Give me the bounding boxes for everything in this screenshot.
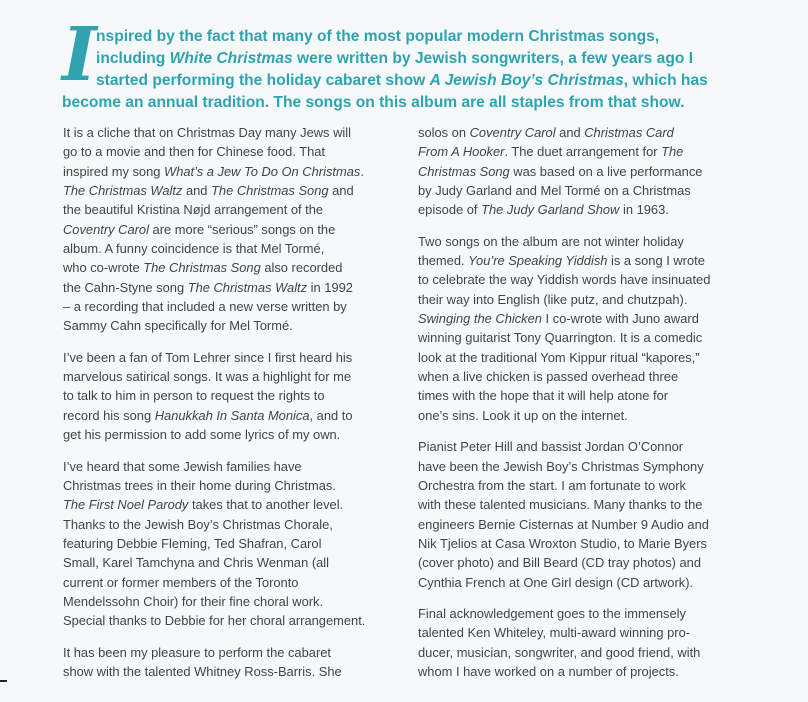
text-line [418, 232, 751, 251]
text-line [63, 386, 396, 405]
text-run: to talk to him in person to request the rights to [63, 388, 325, 404]
text-line [418, 123, 751, 142]
text-run: become an annual tradition. The songs on this album are all staples from that show. [62, 94, 685, 111]
text-run: themed. [418, 253, 469, 269]
text-line [63, 258, 396, 277]
text-line [418, 162, 751, 181]
text-run: look at the traditional Yom Kippur ritual “kapores,” [418, 349, 700, 365]
text-run: Orchestra from the start. I am fortunate to work [418, 477, 686, 493]
text-run: . The duet arrangement for [504, 144, 662, 160]
title-text: What’s a Jew To Do On Christmas [164, 163, 361, 179]
text-line [418, 367, 751, 386]
text-run: also recorded [260, 260, 343, 276]
text-run: ducer, musician, songwriter, and good friend, with [418, 644, 701, 660]
text-run: nspired by the fact that many of the most popular modern Christmas songs, [96, 28, 660, 45]
text-run: are more “serious” songs on the [148, 221, 336, 237]
text-run: talented Ken Whiteley, multi-award winning pro- [418, 625, 691, 641]
right-column [418, 123, 751, 693]
title-text: Christmas Card [584, 125, 674, 140]
text-line [418, 200, 751, 219]
text-line [418, 309, 751, 328]
text-run: takes that to another level. [188, 497, 344, 513]
title-text: Christmas Song [418, 163, 510, 179]
text-line [62, 94, 684, 111]
text-line [63, 220, 396, 239]
text-line [63, 297, 396, 316]
text-line [418, 643, 751, 662]
text-run: to celebrate the way Yiddish words have insinuated [418, 272, 711, 288]
title-text: White Christmas [169, 50, 293, 67]
body-paragraph [418, 604, 751, 681]
text-line [418, 515, 751, 534]
text-run: including [96, 50, 170, 67]
text-line [418, 406, 751, 425]
text-run: It has been my pleasure to perform the cabaret [63, 644, 331, 660]
text-line [63, 457, 396, 476]
intro-paragraph [62, 12, 752, 114]
text-line [63, 515, 396, 534]
text-line [418, 251, 751, 270]
text-run: is a song I wrote [607, 253, 705, 269]
text-line [418, 328, 751, 347]
text-run: was based on a live performance [509, 163, 703, 179]
title-text: The Christmas Song [211, 183, 329, 199]
title-text: The Judy Garland Show [481, 202, 620, 218]
text-line [418, 553, 751, 572]
text-line [418, 457, 751, 476]
text-line [63, 662, 396, 681]
text-line [418, 476, 751, 495]
title-text: The First Noel Parody [63, 497, 189, 513]
text-line [418, 142, 751, 161]
body-paragraph [63, 643, 396, 682]
text-line [63, 406, 396, 425]
text-run: when a live chicken is passed overhead three [418, 369, 679, 385]
text-run: (cover photo) and Bill Beard (CD tray photos) and [418, 555, 702, 571]
text-line [62, 50, 693, 67]
text-run: marvelous satirical songs. It was a highlight for me [63, 369, 352, 385]
text-run: I co-wrote with Juno award [541, 311, 699, 327]
text-line [63, 425, 396, 444]
text-line [418, 534, 751, 553]
text-run: Pianist Peter Hill and bassist Jordan O’Connor [418, 439, 684, 455]
body-paragraph [418, 437, 751, 592]
text-run: their way into English (like putz, and chutzpah). [418, 291, 688, 307]
text-run: Nik Tjelios at Casa Wroxton Studio, to Marie Byers [418, 535, 707, 551]
text-run: get his permission to add some lyrics of my own. [63, 427, 341, 443]
text-line [418, 662, 751, 681]
title-text: A Jewish Boy’s Christmas [429, 72, 624, 89]
text-run: episode of [418, 202, 482, 218]
title-text: Coventry Carol [63, 221, 149, 237]
text-line [63, 123, 396, 142]
title-text: Swinging the Chicken [418, 311, 542, 327]
text-line [418, 386, 751, 405]
text-line [62, 28, 659, 45]
text-run: I’ve been a fan of Tom Lehrer since I first heard his [63, 349, 353, 365]
text-run: Final acknowledgement goes to the immensely [418, 605, 686, 621]
title-text: The Christmas Waltz [187, 279, 308, 295]
text-line [418, 604, 751, 623]
text-run: and [328, 183, 354, 199]
text-line [63, 476, 396, 495]
text-run: whom I have worked on a number of projects. [418, 663, 679, 679]
text-run: who co-wrote [63, 260, 144, 276]
text-run: with these talented musicians. Many thanks to the [418, 497, 703, 513]
drop-cap: I [62, 12, 97, 98]
text-line [63, 181, 396, 200]
body-paragraph [63, 457, 396, 631]
text-run: in 1963. [619, 202, 669, 218]
text-run: Special thanks to Debbie for her choral arrangement. [63, 613, 366, 629]
title-text: You’re Speaking Yiddish [468, 253, 608, 269]
title-text: Coventry Carol [469, 125, 556, 140]
text-run: . [360, 163, 364, 179]
body-paragraph [418, 232, 751, 425]
text-run: Thanks to the Jewish Boy’s Christmas Chorale, [63, 516, 333, 532]
text-run: Christmas trees in their home during Christmas. [63, 477, 336, 493]
text-line [63, 495, 396, 514]
intro-lines [62, 26, 752, 114]
text-run: the beautiful Kristina Nøjd arrangement of the [63, 202, 324, 218]
text-line [63, 573, 396, 592]
text-line [63, 278, 396, 297]
body-paragraph [418, 123, 751, 220]
text-line [63, 534, 396, 553]
body-paragraph [63, 123, 396, 336]
text-run: by Judy Garland and Mel Tormé on a Christmas [418, 183, 691, 199]
text-line [418, 573, 751, 592]
title-text: The [661, 144, 684, 160]
text-line [63, 348, 396, 367]
text-run: were written by Jewish songwriters, a few years ago I [292, 50, 694, 67]
title-text: Hanukkah In Santa Monica [154, 407, 310, 423]
text-run: Mendelssohn Choir) for their fine choral work. [63, 593, 324, 609]
text-run: go to a movie and then for Chinese food. That [63, 144, 326, 160]
text-run: current or former members of the Toronto [63, 574, 299, 590]
title-text: The Christmas Song [143, 260, 261, 276]
body-paragraph [63, 348, 396, 445]
left-column [63, 123, 396, 693]
text-line [418, 348, 751, 367]
text-line [63, 200, 396, 219]
text-line [63, 553, 396, 572]
text-run: winning guitarist Tony Quarrington. It is a comedic [418, 330, 703, 346]
text-run: album. A funny coincidence is that Mel Tormé, [63, 241, 325, 257]
text-run: and [182, 183, 212, 199]
text-run: have been the Jewish Boy’s Christmas Symphony [418, 458, 704, 474]
text-run: one’s sins. Look it up on the internet. [418, 407, 628, 423]
text-line [63, 611, 396, 630]
text-run: started performing the holiday cabaret show [96, 72, 430, 89]
text-run: It is a cliche that on Christmas Day many Jews will [63, 125, 351, 140]
text-line [62, 72, 708, 89]
text-line [63, 162, 396, 181]
text-line [63, 239, 396, 258]
crop-mark [0, 680, 7, 682]
text-run: solos on [418, 125, 470, 140]
text-line [63, 643, 396, 662]
text-line [63, 592, 396, 611]
text-run: I’ve heard that some Jewish families have [63, 458, 302, 474]
text-run: , which has [623, 72, 708, 89]
text-run: engineers Bernie Cisternas at Number 9 Audio and [418, 516, 709, 532]
text-run: featuring Debbie Fleming, Ted Shafran, Carol [63, 535, 322, 551]
text-run: the Cahn-Styne song [63, 279, 188, 295]
text-run: record his song [63, 407, 155, 423]
title-text: From A Hooker [418, 144, 505, 160]
text-run: times with the hope that it will help atone for [418, 388, 669, 404]
text-line [418, 623, 751, 642]
text-run: Sammy Cahn specifically for Mel Tormé. [63, 318, 293, 334]
title-text: The Christmas Waltz [63, 183, 183, 199]
text-run: , and to [309, 407, 353, 423]
text-line [418, 437, 751, 456]
text-line [63, 142, 396, 161]
text-run: inspired my song [63, 163, 165, 179]
text-run: Cynthia French at One Girl design (CD artwork). [418, 574, 694, 590]
text-run: Two songs on the album are not winter holiday [418, 233, 684, 249]
text-line [418, 290, 751, 309]
text-run: and [555, 125, 585, 140]
text-run: Small, Karel Tamchyna and Chris Wenman (all [63, 555, 330, 571]
text-run: show with the talented Whitney Ross-Barris. She [63, 663, 342, 679]
text-line [418, 270, 751, 289]
text-run: in 1992 [307, 279, 353, 295]
text-line [418, 181, 751, 200]
text-line [63, 367, 396, 386]
text-line [63, 316, 396, 335]
text-run: – a recording that included a new verse written by [63, 299, 347, 315]
text-line [418, 495, 751, 514]
